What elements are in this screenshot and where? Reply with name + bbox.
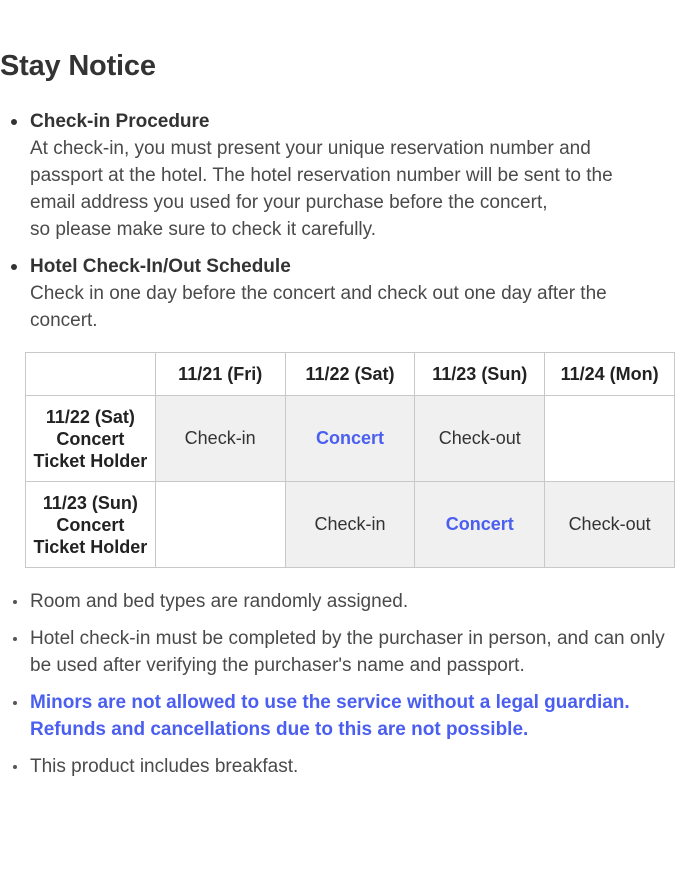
schedule-cell: Check-out [545,482,675,568]
note-line: Minors are not allowed to use the service without a legal guardian. [30,692,630,713]
table-row [26,396,675,482]
section-line: so please make sure to check it carefully. [30,219,377,240]
note-item [0,588,690,615]
section-line: At check-in, you must present your unique reservation number and [30,138,591,159]
section-body [30,280,680,334]
schedule-cell: Check-out [415,396,545,482]
row-label-line: Concert [56,514,125,535]
notes-list [0,588,690,790]
section-hotel-schedule [0,253,680,334]
row-label-line: Ticket Holder [33,536,148,557]
section-line: concert. [30,310,98,331]
section-line: email address you used for your purchase before the concert, [30,192,548,213]
schedule-cell: Check-in [155,396,285,482]
bullet-icon [13,600,17,604]
table-row [26,482,675,568]
note-item-warning [0,689,690,743]
note-line: Refunds and cancellations due to this are not possible. [30,719,529,740]
section-list [0,108,680,344]
row-label-line: 11/23 (Sun) [42,492,138,513]
bullet-icon [13,637,17,641]
note-item [0,625,690,679]
row-label [26,396,156,482]
section-check-in-procedure [0,108,680,243]
table-header-cell: 11/22 (Sat) [285,353,415,396]
note-item [0,753,690,780]
bullet-icon [11,119,17,125]
section-line: Check in one day before the concert and check out one day after the [30,283,607,304]
note-line: be used after verifying the purchaser's name and passport. [30,655,525,676]
section-body [30,135,680,243]
section-heading: Hotel Check-In/Out Schedule [30,256,291,277]
bullet-icon [13,765,17,769]
row-label-line: 11/22 (Sat) [45,406,135,427]
bullet-icon [11,264,17,270]
schedule-cell-concert: Concert [285,396,415,482]
schedule-cell-empty [155,482,285,568]
note-line: Hotel check-in must be completed by the purchaser in person, and can only [30,628,665,649]
section-heading: Check-in Procedure [30,111,210,132]
schedule-cell-empty [545,396,675,482]
section-line: passport at the hotel. The hotel reservation number will be sent to the [30,165,613,186]
table-header-row [26,353,675,396]
page-title: Stay Notice [0,50,156,82]
table-header-cell: 11/24 (Mon) [545,353,675,396]
table-header-cell: 11/23 (Sun) [415,353,545,396]
schedule-cell: Check-in [285,482,415,568]
row-label-line: Ticket Holder [33,450,148,471]
note-line: Room and bed types are randomly assigned. [30,591,409,612]
row-label-line: Concert [56,428,125,449]
row-label [26,482,156,568]
table-header-cell: 11/21 (Fri) [155,353,285,396]
table-header-cell [26,353,156,396]
bullet-icon [13,701,17,705]
schedule-cell-concert: Concert [415,482,545,568]
schedule-table [25,352,675,568]
note-line: This product includes breakfast. [30,756,299,777]
